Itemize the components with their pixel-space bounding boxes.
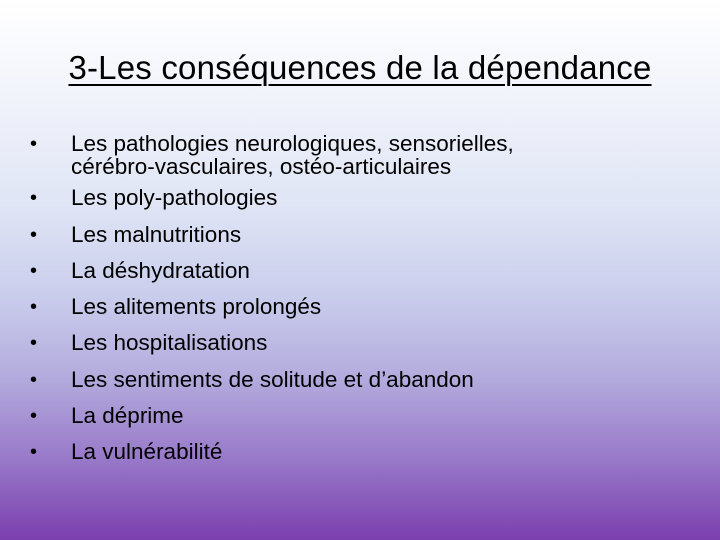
bullet-item-vulnerabilite (28, 434, 688, 470)
bullet-icon: • (30, 441, 38, 464)
bullet-item-malnutritions (28, 217, 688, 253)
bullet-text: Les poly-pathologies (71, 185, 278, 211)
bullet-text: Les hospitalisations (71, 330, 268, 356)
bullet-icon: • (30, 368, 38, 391)
bullet-icon: • (30, 332, 38, 355)
bullet-item-pathologies (28, 126, 688, 180)
bullet-text: Les malnutritions (71, 221, 242, 247)
bullet-item-hospitalisations (28, 325, 688, 361)
slide-title (0, 46, 720, 90)
bullet-text: Les pathologies neurologiques, sensorielles, (71, 131, 514, 156)
bullet-list (28, 126, 688, 471)
bullet-icon: • (30, 296, 38, 319)
bullet-item-deshydratation (28, 253, 688, 289)
bullet-icon: • (30, 259, 38, 282)
bullet-item-deprime (28, 398, 688, 434)
bullet-item-poly-pathologies (28, 180, 688, 216)
bullet-text: La vulnérabilité (71, 439, 223, 465)
bullet-icon: • (30, 187, 38, 210)
bullet-text-continued: cérébro-vasculaires, ostéo-articulaires (71, 154, 452, 180)
slide-title-text: 3-Les conséquences de la dépendance (68, 49, 652, 86)
bullet-text: Les alitements prolongés (71, 294, 322, 320)
bullet-item-solitude (28, 362, 688, 398)
bullet-text: Les sentiments de solitude et d’abandon (71, 366, 474, 392)
bullet-item-alitements (28, 289, 688, 325)
bullet-text: La déshydratation (71, 257, 250, 283)
bullet-icon: • (30, 405, 38, 428)
bullet-text: La déprime (71, 403, 184, 429)
bullet-icon: • (30, 223, 38, 246)
bullet-icon: • (30, 133, 38, 155)
